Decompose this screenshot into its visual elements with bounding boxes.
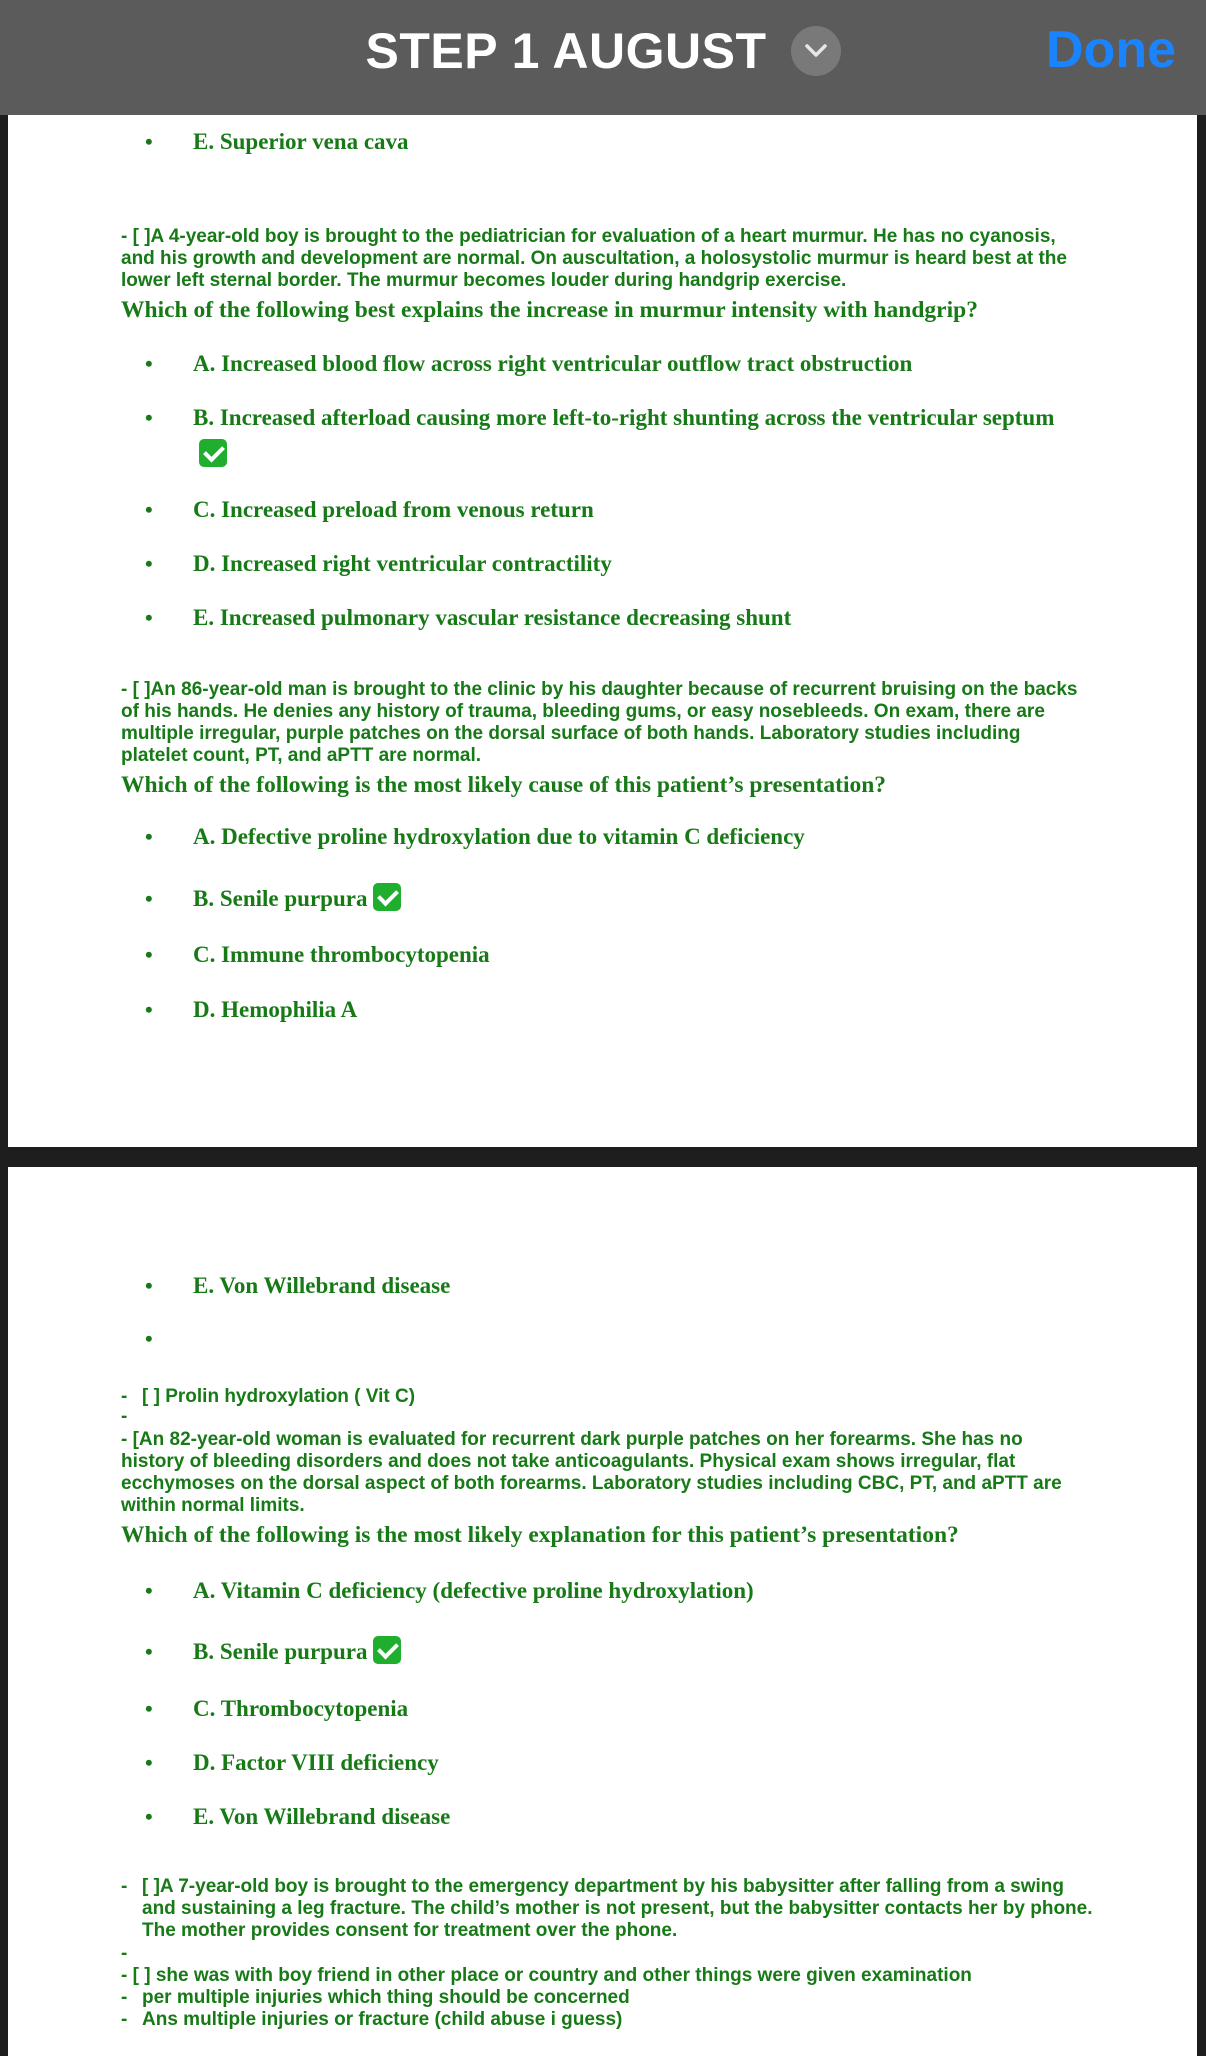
bullet-point: •	[145, 1578, 153, 1603]
checkmark-icon	[373, 883, 401, 911]
bullet-point: •	[145, 551, 153, 576]
option-text: C. Thrombocytopenia	[193, 1696, 409, 1721]
question-prompt: Which of the following is the most likely cause of this patient’s presentation?	[121, 772, 887, 798]
bullet-point: •	[145, 1750, 153, 1775]
bullet-point: •	[145, 405, 153, 430]
bullet-point: •	[145, 1804, 153, 1829]
bullet-point: •	[145, 1639, 153, 1664]
note-text: Ans multiple injuries or fracture (child abuse i guess)	[142, 2009, 623, 2030]
bullet-point: •	[145, 605, 153, 630]
option-text: C. Increased preload from venous return	[193, 497, 594, 522]
note-text: per multiple injuries which thing should be concerned	[142, 1987, 630, 2008]
option-text: D. Factor VIII deficiency	[193, 1750, 439, 1775]
bullet-point: •	[145, 129, 153, 154]
bullet-point: •	[145, 886, 153, 911]
option-text: B. Senile purpura	[193, 886, 368, 911]
dash-marker: -	[121, 1386, 128, 1407]
note-text: [ ] Prolin hydroxylation ( Vit C)	[142, 1386, 416, 1407]
bullet-point: •	[145, 942, 153, 967]
option-text: B. Increased afterload causing more left-to-right shunting across the ventricular septum	[193, 405, 1055, 430]
bullet-point: •	[145, 824, 153, 849]
option-text: E. Increased pulmonary vascular resistance decreasing shunt	[193, 605, 792, 630]
bullet-point: •	[145, 997, 153, 1022]
question-stem: - [ ]A 4-year-old boy is brought to the pediatrician for evaluation of a heart murmur. He has no cyanosis, and his growth and development are normal. On auscultation, a holosystolic murmur is heard best at the lower left sternal border. The murmur becomes louder during handgrip exercise.	[121, 226, 1067, 291]
option-text: E. Superior vena cava	[193, 129, 409, 154]
bullet-point: •	[145, 1273, 153, 1298]
empty-dash-line: -	[121, 1943, 128, 1964]
dash-marker: -	[121, 2009, 128, 2030]
option-text: C. Immune thrombocytopenia	[193, 942, 490, 967]
option-text: A. Increased blood flow across right ventricular outflow tract obstruction	[193, 351, 913, 376]
checkmark-icon	[373, 1636, 401, 1664]
top-toolbar	[0, 0, 1206, 115]
option-text: D. Hemophilia A	[193, 997, 358, 1022]
question-stem: - [An 82-year-old woman is evaluated for recurrent dark purple patches on her forearms. She has no history of bleeding disorders and does not take anticoagulants. Physical exam shows irregular, flat ecchymoses on the dorsal aspect of both forearms. Laboratory studies including CBC, PT, and aPTT are within normal limits.	[121, 1429, 1062, 1516]
checkmark-icon	[199, 439, 227, 467]
empty-dash-line: -	[121, 1406, 128, 1427]
document-page-1	[8, 115, 1197, 1147]
option-text: D. Increased right ventricular contractility	[193, 551, 612, 576]
option-text: B. Senile purpura	[193, 1639, 368, 1664]
chevron-down-icon	[804, 43, 828, 59]
title-group[interactable]	[0, 18, 1206, 84]
dash-marker: -	[121, 1987, 128, 2008]
bullet-point: •	[145, 1326, 153, 1351]
option-text: A. Defective proline hydroxylation due to vitamin C deficiency	[193, 824, 805, 849]
title-menu-button[interactable]	[791, 26, 841, 76]
question-prompt: Which of the following best explains the increase in murmur intensity with handgrip?	[121, 297, 978, 323]
question-prompt: Which of the following is the most likely explanation for this patient’s presentation?	[121, 1522, 959, 1548]
bullet-point: •	[145, 1696, 153, 1721]
document-title[interactable]: STEP 1 AUGUST	[365, 23, 767, 79]
option-text: E. Von Willebrand disease	[193, 1273, 451, 1298]
dash-marker: -	[121, 1876, 128, 1897]
question-stem: [ ]A 7-year-old boy is brought to the emergency department by his babysitter after falling from a swing and sustaining a leg fracture. The child’s mother is not present, but the babysitter contacts her by phone. The mother provides consent for treatment over the phone.	[142, 1876, 1093, 1941]
done-button[interactable]: Done	[1046, 21, 1176, 79]
bullet-point: •	[145, 351, 153, 376]
option-text: E. Von Willebrand disease	[193, 1804, 451, 1829]
document-page-2	[8, 1167, 1197, 2056]
option-text: A. Vitamin C deficiency (defective proline hydroxylation)	[193, 1578, 754, 1603]
note-line: - [ ] she was with boy friend in other place or country and other things were given examination	[121, 1965, 972, 1986]
question-stem: - [ ]An 86-year-old man is brought to the clinic by his daughter because of recurrent bruising on the backs of his hands. He denies any history of trauma, bleeding gums, or easy nosebleeds. On exam, there are multiple irregular, purple patches on the dorsal surface of both hands. Laboratory studies including platelet count, PT, and aPTT are normal.	[121, 679, 1078, 766]
bullet-point: •	[145, 497, 153, 522]
